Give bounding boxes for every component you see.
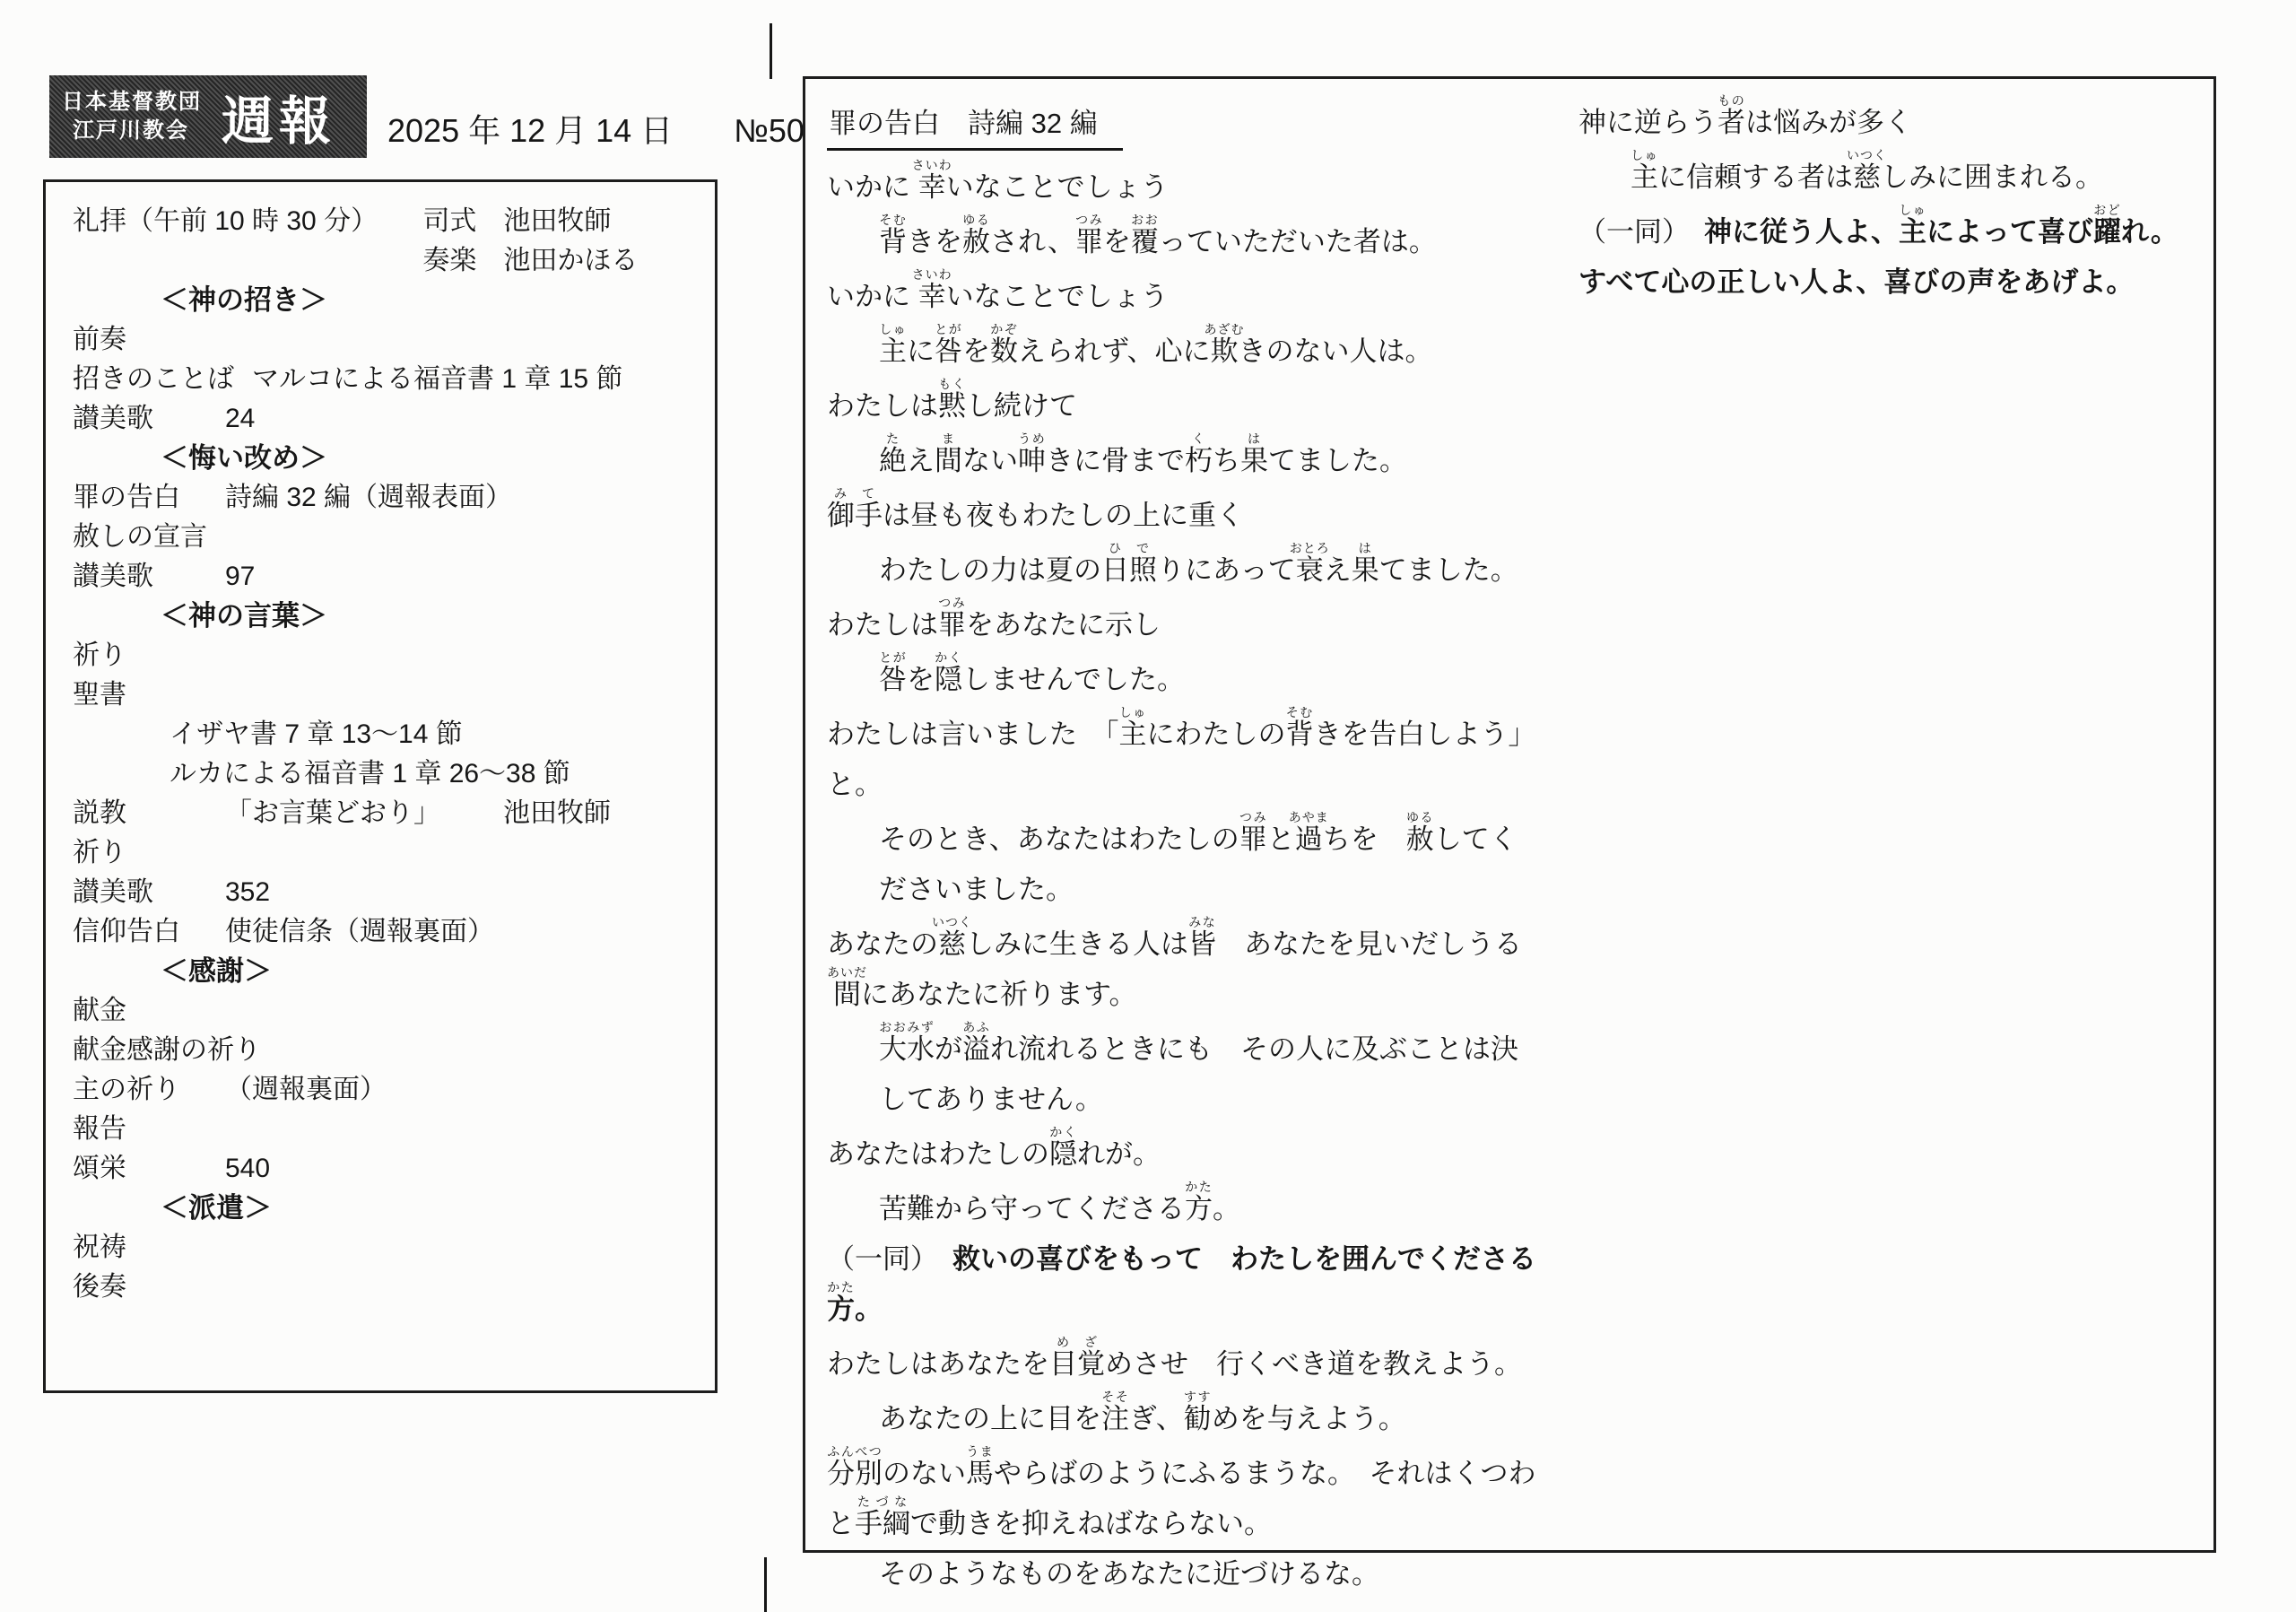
registration-mark-top [770,23,772,79]
furigana-ruby: 果は [1351,541,1379,586]
furigana-ruby: 赦ゆる [1405,810,1434,855]
service-item-label: 罪の告白 [73,483,180,512]
officiant [422,206,611,236]
furigana-ruby: 覆おお [1130,213,1159,257]
service-item-value: （週報裏面） [225,1075,387,1104]
service-item-label: 後奏 [73,1272,126,1302]
service-section-heading: ＜派遣＞ [161,1192,272,1224]
org-name-line2: 江戸川教会 [73,118,189,143]
service-section-heading: ＜神の言葉＞ [161,600,327,632]
psalm-text-col2 [1578,93,2201,308]
psalm-line: すべて心の正しい人よ、喜びの声をあげよ。 [1578,266,2135,298]
furigana-ruby: 罪つみ [1239,810,1267,855]
furigana-ruby: 絶た [879,431,907,476]
furigana-ruby: 方かた [827,1280,855,1325]
service-item-label: 祝祷 [73,1233,126,1262]
furigana-ruby: 数かぞ [990,322,1018,367]
furigana-ruby: 皆みな [1188,915,1216,960]
service-item [73,675,706,715]
service-item [73,794,706,833]
service-item [73,320,706,360]
church-logo [49,75,367,158]
service-item-label: 頌栄 [73,1154,126,1183]
psalm-line: そのようなものをあなたに近づけるな。 [879,1558,1379,1590]
congregation-prefix: （一同） [1578,216,1690,248]
furigana-ruby: 主しゅ [1899,203,1926,248]
furigana-ruby: 衰おとろ [1289,541,1330,586]
furigana-ruby: 欺あざむ [1204,322,1245,367]
furigana-ruby: 咎とが [879,650,907,695]
furigana-ruby: 背そむ [879,213,907,257]
psalm-line: わたしは罪つみをあなたに示し [827,596,1161,640]
service-item [73,518,706,557]
psalm-text-col1 [827,158,1544,1599]
furigana-ruby: 間あいだ [827,965,867,1010]
service-item-label: 説教 [73,798,126,828]
service-item-label: 献金 [73,996,126,1025]
psalm-line: 背そむきを赦ゆるされ、罪つみを覆おおっていただいた者は。 [879,213,1437,257]
scripture-reference: イザヤ書 7 章 13～14 節 [170,719,463,749]
furigana-ruby: 主しゅ [879,322,907,367]
service-item-label: 報告 [73,1114,126,1144]
furigana-ruby: 主しゅ [1631,148,1658,193]
musician [422,246,638,275]
psalm-line: あなたの慈いつくしみに生きる人は皆みな あなたを見いだしうる間あいだにあなたに祈ります。 [827,915,1522,1010]
service-items [73,281,706,1307]
service-item-value: 352 [225,877,271,907]
psalm-line: 神に逆らう者ものは悩みが多く [1578,93,1912,138]
congregation-prefix: （一同） [827,1243,938,1275]
psalm-line: 咎とがを隠かくしませんでした。 [879,650,1185,695]
service-item [73,1268,706,1307]
service-item [73,1110,706,1149]
furigana-ruby: 背そむ [1285,705,1314,750]
service-item [73,399,706,439]
bulletin-title: 週報 [222,92,337,151]
service-header-row2 [73,241,706,281]
furigana-ruby: 目め [1049,1335,1077,1380]
service-item-value: 24 [225,404,256,433]
service-item-label: 献金感謝の祈り [73,1035,261,1065]
musician-name: 池田かほる [503,246,639,275]
furigana-ruby: 罪つみ [1074,213,1103,257]
furigana-ruby: 赦ゆる [962,213,990,257]
furigana-ruby: 勧すす [1183,1390,1212,1434]
service-item-value: 540 [225,1154,271,1183]
service-item [73,1070,706,1110]
furigana-ruby: 方かた [1185,1180,1213,1224]
musician-label: 奏楽 [422,246,477,275]
service-item-value: 使徒信条（週報裏面） [225,917,494,946]
furigana-ruby: 手綱たづな [855,1494,910,1539]
psalm-line: 御み手ては昼も夜もわたしの上に重く [827,486,1244,531]
service-item-label: 祈り [73,838,126,867]
furigana-ruby: 分別ふんべつ [827,1444,883,1489]
furigana-ruby: 大水おおみず [879,1020,935,1065]
service-item-label: 赦しの宣言 [73,522,207,552]
service-item-label: 聖書 [73,680,126,710]
psalm-line: いかに 幸さいわいなことでしょう [827,158,1169,203]
registration-mark-bottom [764,1557,767,1612]
psalm-line: （一同） 救いの喜びをもって わたしを囲んでくださる方かた。 [827,1243,1536,1325]
psalm-line: 主しゅに信頼する者は慈いつくしみに囲まれる。 [1631,148,2103,193]
service-item [73,873,706,912]
furigana-ruby: 慈いつく [1847,148,1887,193]
furigana-ruby: 幸さいわ [911,158,952,203]
psalm-line: あなたの上に目を注そそぎ、勧すすめを与えよう。 [879,1390,1406,1434]
service-item [73,636,706,675]
service-item-label: 信仰告白 [73,917,180,946]
service-item-label: 祈り [73,640,126,670]
service-item [73,912,706,952]
psalm-line: いかに 幸さいわいなことでしょう [827,267,1169,312]
psalm-line: 主しゅに咎とがを数かぞえられず、心に欺あざむきのない人は。 [879,322,1433,367]
furigana-ruby: 過あやま [1288,810,1329,855]
service-item [73,833,706,873]
issue-number: №50 [734,112,804,149]
psalm-column-2 [1578,93,2201,308]
service-item-value: 「お言葉どおり」 [225,798,440,828]
psalm-line: 苦難から守ってくださる方かた。 [879,1180,1240,1224]
service-item-label: 讃美歌 [73,404,153,433]
psalm-line: 絶たえ間まない呻うめきに骨まで朽くち果はてました。 [879,431,1407,476]
service-item-label: 讃美歌 [73,877,153,907]
psalm-line: わたしは黙もくし続けて [827,377,1077,422]
service-section-heading: ＜感謝＞ [161,955,272,987]
furigana-ruby: 隠かく [935,650,962,695]
furigana-ruby: 注そそ [1101,1390,1129,1434]
issue-date: 2025 年 12 月 14 日 [387,112,674,149]
furigana-ruby: 手て [855,486,883,531]
furigana-ruby: 馬うま [966,1444,994,1489]
psalm-line: わたしの力は夏の日ひ照でりにあって衰おとろえ果はてました。 [879,541,1518,586]
service-item-value: 97 [225,562,256,591]
service-item-label: 讃美歌 [73,562,153,591]
service-item [73,478,706,518]
furigana-ruby: 者もの [1718,93,1745,138]
service-item [73,1149,706,1189]
service-item [73,991,706,1031]
officiant-name: 池田牧師 [503,206,612,236]
service-item-value: 詩編 32 編（週報表面） [225,483,513,512]
furigana-ruby: 覚ざ [1077,1335,1105,1380]
furigana-ruby: 溢あふ [962,1020,990,1065]
service-item [73,1228,706,1268]
furigana-ruby: 黙もく [938,377,966,422]
furigana-ruby: 慈いつく [932,915,972,960]
furigana-ruby: 照で [1129,541,1157,586]
psalm-line: （一同） 神に従う人よ、主しゅによって喜び躍おどれ。 [1578,203,2179,248]
service-item-person: 池田牧師 [503,798,611,828]
psalm-line: そのとき、あなたはわたしの罪つみと過あやまちを 赦ゆるしてくださいました。 [879,810,1518,905]
furigana-ruby: 呻うめ [1018,431,1046,476]
psalm-column-1 [827,93,1544,1599]
furigana-ruby: 御み [827,486,855,531]
psalm-line: 大水おおみずが溢あふれ流れるときにも その人に及ぶことは決してありません。 [879,1020,1518,1115]
org-name-line1: 日本基督教団 [62,90,202,114]
furigana-ruby: 朽く [1185,431,1213,476]
furigana-ruby: 躍おど [2093,203,2121,248]
service-item-label: 主の祈り [73,1075,180,1104]
service-header-row1 [73,202,706,241]
furigana-ruby: 隠かく [1049,1125,1077,1170]
service-item-label: 前奏 [73,325,126,354]
service-title: 礼拝（午前 10 時 30 分） [73,206,378,236]
furigana-ruby: 罪つみ [938,596,966,640]
issue-date-line [387,106,804,152]
furigana-ruby: 間ま [935,431,962,476]
service-item-label: 招きのことば [73,364,234,394]
furigana-ruby: 主しゅ [1118,705,1147,750]
service-item-value: マルコによる福音書 1 章 15 節 [252,364,623,394]
furigana-ruby: 幸さいわ [911,267,952,312]
service-item [73,360,706,399]
furigana-ruby: 日ひ [1101,541,1129,586]
psalm-line: 分別ふんべつのない馬うまやらばのようにふるまうな。 それはくつわと手綱たづなで動きを抑えねばならない。 [827,1444,1536,1539]
scripture-reference: ルカによる福音書 1 章 26～38 節 [170,759,570,789]
psalm-line: わたしは言いました 「主しゅにわたしの背そむきを告白しよう」と。 [827,705,1536,800]
furigana-ruby: 咎とが [935,322,962,367]
officiant-label: 司式 [422,206,477,236]
furigana-ruby: 果は [1240,431,1268,476]
service-order-box [43,179,718,1393]
service-section-heading: ＜悔い改め＞ [161,442,327,474]
psalm-box [803,76,2216,1590]
psalm-line: わたしはあなたを目め覚ざめさせ 行くべき道を教えよう。 [827,1335,1522,1380]
psalm-title: 罪の告白 詩編 32 編 [827,93,1123,151]
psalm-line: あなたはわたしの隠かくれが。 [827,1125,1161,1170]
service-section-heading: ＜神の招き＞ [161,284,327,316]
service-item [73,557,706,597]
church-name [62,88,202,145]
service-item [73,1031,706,1070]
